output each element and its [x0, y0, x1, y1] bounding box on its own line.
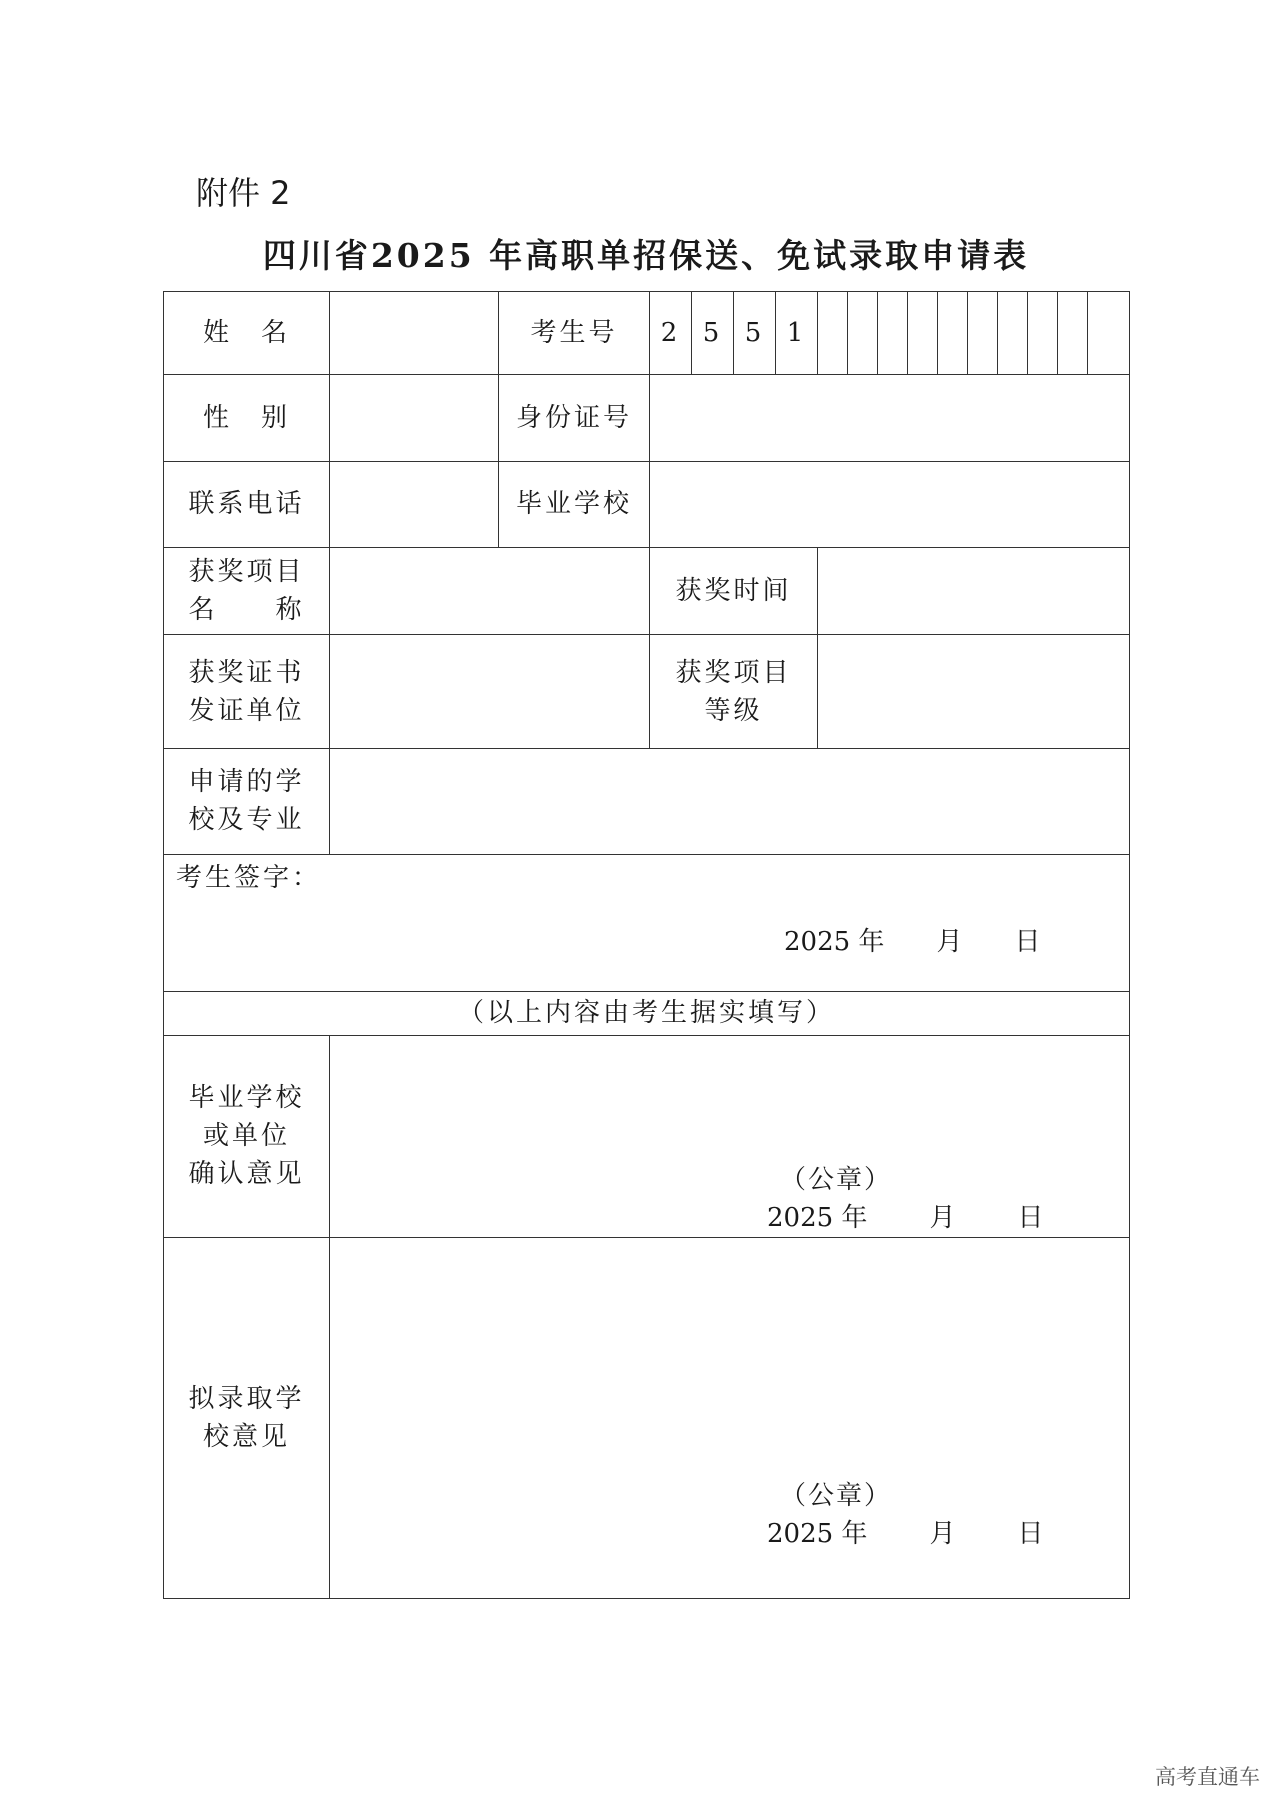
exam-no-digit-blank[interactable] — [938, 292, 968, 375]
exam-no-digit-blank[interactable] — [878, 292, 908, 375]
school-opinion-month: 月 — [929, 1202, 956, 1233]
cert-org-label — [164, 635, 330, 748]
gender-label: 性 别 — [164, 375, 330, 461]
admit-seal: （公章） — [780, 1480, 893, 1511]
award-name-label-line1: 获奖项目 — [188, 557, 305, 588]
signature-year: 2025 年 — [784, 927, 885, 958]
form-title: 四川省2025 年高职单招保送、免试录取申请表 — [262, 236, 1030, 275]
phone-input-cell[interactable] — [330, 461, 499, 547]
apply-school-major-input-cell[interactable] — [330, 748, 1130, 854]
award-time-input-cell[interactable] — [818, 547, 1130, 634]
apply-school-major-label — [164, 748, 330, 854]
exam-no-digit[interactable]: 5 — [734, 292, 776, 375]
school-opinion-input-cell[interactable] — [330, 1035, 1130, 1237]
admit-opinion-line2: 校意见 — [202, 1421, 290, 1452]
exam-no-digit[interactable]: 2 — [650, 292, 692, 375]
phone-label: 联系电话 — [164, 461, 330, 547]
award-level-label — [650, 635, 818, 748]
exam-no-digit-blank[interactable] — [1088, 292, 1130, 375]
award-name-label — [164, 547, 330, 634]
fill-note: （以上内容由考生据实填写） — [164, 991, 1130, 1035]
id-no-input-cell[interactable] — [650, 375, 1130, 461]
id-no-label: 身份证号 — [499, 375, 650, 461]
footer-watermark: 高考直通车 — [1155, 1765, 1260, 1789]
award-name-label-line2: 名 称 — [188, 595, 305, 626]
admit-opinion-line1: 拟录取学 — [188, 1383, 305, 1414]
signature-label: 考生签字： — [176, 863, 322, 894]
signature-date — [784, 923, 1040, 961]
admit-opinion-input-cell[interactable] — [330, 1237, 1130, 1598]
school-opinion-year: 2025 年 — [767, 1202, 868, 1233]
award-level-input-cell[interactable] — [818, 635, 1130, 748]
name-label: 姓 名 — [164, 292, 330, 375]
exam-no-digit-blank[interactable] — [1028, 292, 1058, 375]
award-time-label: 获奖时间 — [650, 547, 818, 634]
exam-no-digit-blank[interactable] — [818, 292, 848, 375]
cert-org-label-line1: 获奖证书 — [188, 657, 305, 688]
school-opinion-line1: 毕业学校 — [188, 1083, 305, 1114]
exam-no-label: 考生号 — [499, 292, 650, 375]
grad-school-input-cell[interactable] — [650, 461, 1130, 547]
exam-no-digit-blank[interactable] — [1058, 292, 1088, 375]
signature-cell[interactable] — [164, 855, 1130, 992]
admit-opinion-month: 月 — [929, 1518, 956, 1549]
school-opinion-line2: 或单位 — [202, 1121, 290, 1152]
application-form — [163, 291, 1130, 1599]
grad-school-label: 毕业学校 — [499, 461, 650, 547]
exam-no-digit[interactable]: 1 — [776, 292, 818, 375]
admit-opinion-date — [767, 1515, 1043, 1553]
exam-no-digit-blank[interactable] — [998, 292, 1028, 375]
admit-opinion-day: 日 — [1017, 1518, 1044, 1549]
signature-month: 月 — [936, 927, 963, 958]
exam-no-digit[interactable]: 5 — [692, 292, 734, 375]
school-opinion-label — [164, 1035, 330, 1237]
admit-opinion-year: 2025 年 — [767, 1518, 868, 1549]
cert-org-label-line2: 发证单位 — [188, 695, 305, 726]
school-seal: （公章） — [780, 1164, 893, 1195]
admit-opinion-label — [164, 1237, 330, 1598]
exam-no-digit-blank[interactable] — [848, 292, 878, 375]
name-input-cell[interactable] — [330, 292, 499, 375]
award-level-label-line2: 等级 — [704, 695, 763, 726]
gender-input-cell[interactable] — [330, 375, 499, 461]
apply-label-line2: 校及专业 — [188, 805, 305, 836]
signature-day: 日 — [1014, 927, 1041, 958]
attachment-label: 附件 2 — [196, 174, 291, 212]
exam-no-digit-blank[interactable] — [908, 292, 938, 375]
school-opinion-date — [767, 1199, 1043, 1237]
apply-label-line1: 申请的学 — [188, 767, 305, 798]
award-level-label-line1: 获奖项目 — [675, 657, 792, 688]
school-opinion-day: 日 — [1017, 1202, 1044, 1233]
award-name-input-cell[interactable] — [330, 547, 650, 634]
exam-no-digit-blank[interactable] — [968, 292, 998, 375]
cert-org-input-cell[interactable] — [330, 635, 650, 748]
school-opinion-line3: 确认意见 — [188, 1159, 305, 1190]
